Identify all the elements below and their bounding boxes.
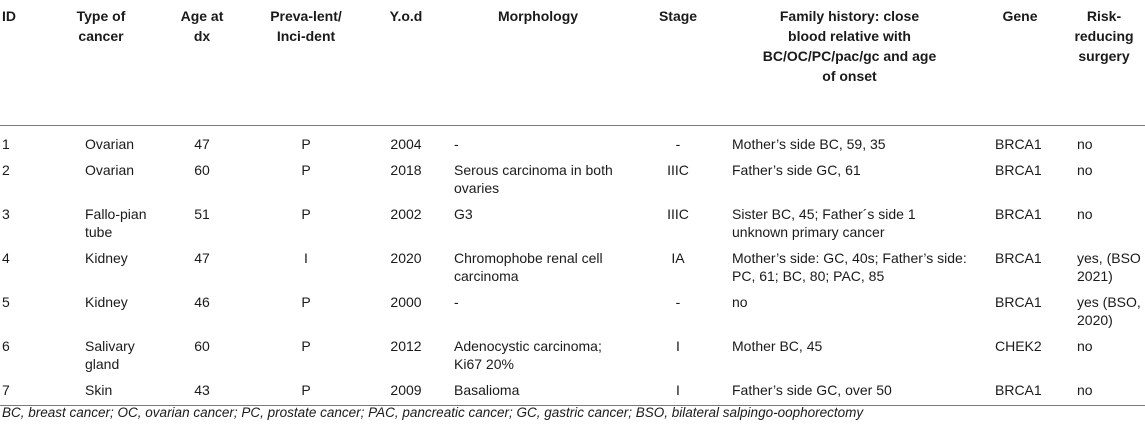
cell-type: Salivary gland — [85, 337, 135, 372]
cell-type: Ovarian — [85, 135, 135, 152]
cell-age: 60 — [194, 161, 210, 178]
header-surgery: Risk-reducing surgery — [1063, 0, 1145, 125]
table-row — [0, 153, 1145, 197]
cell-gene: BRCA1 — [995, 135, 1042, 152]
header-yod: Y.o.d — [370, 0, 442, 125]
table-row — [0, 285, 1145, 329]
header-prevalent: Preva-lent/ Inci-dent — [242, 0, 370, 125]
cell-surgery: no — [1077, 205, 1093, 222]
cell-type: Kidney — [85, 249, 128, 266]
table-header — [0, 0, 1145, 125]
cell-morphology: - — [454, 293, 459, 310]
cell-type: Fallo-pian tube — [85, 205, 147, 240]
cell-stage: IA — [671, 249, 685, 266]
cell-surgery: no — [1077, 135, 1093, 152]
cell-gene: BRCA1 — [995, 293, 1042, 310]
cell-family-history: Father’s side GC, 61 — [732, 161, 861, 178]
cell-morphology: Chromophobe renal cell carcinoma — [454, 249, 603, 284]
cell-stage: I — [676, 337, 680, 354]
cell-surgery: no — [1063, 373, 1145, 406]
header-id: ID — [0, 0, 40, 125]
cell-family-history: Mother’s side: GC, 40s; Father’s side: PC, 61; BC, 80; PAC, 85 — [732, 249, 967, 284]
cell-family-history: no — [732, 293, 748, 310]
table-row — [0, 329, 1145, 373]
cell-gene: BRCA1 — [995, 249, 1042, 266]
cell-family-history: Father’s side GC, over 50 — [722, 373, 977, 406]
cell-age: 47 — [194, 135, 210, 152]
cell-prevalent: P — [301, 135, 311, 152]
table-row — [0, 241, 1145, 285]
cell-age: 51 — [194, 205, 210, 222]
cell-morphology: Basalioma — [442, 373, 634, 406]
cell-prevalent: P — [301, 293, 311, 310]
cell-yod: 2009 — [370, 373, 442, 406]
header-family-history: Family history: close blood relative with BC/OC/PC/pac/gc and age of onset — [722, 0, 977, 125]
cell-age: 43 — [162, 373, 242, 406]
table-body — [0, 125, 1145, 405]
cell-stage: IIIC — [667, 205, 689, 222]
cell-stage: IIIC — [667, 161, 689, 178]
table-row — [0, 197, 1145, 241]
cell-stage: - — [675, 135, 681, 152]
cell-type: Skin — [40, 373, 162, 406]
cell-morphology: - — [454, 135, 459, 152]
cell-gene: BRCA1 — [995, 161, 1042, 178]
cell-type: Kidney — [85, 293, 128, 310]
cell-stage: I — [634, 373, 722, 406]
table-row — [0, 125, 1145, 153]
cell-yod: 2020 — [390, 249, 422, 266]
cell-morphology: G3 — [454, 205, 473, 222]
cell-prevalent: P — [301, 337, 311, 354]
cell-surgery: yes (BSO, 2020) — [1077, 293, 1141, 328]
cell-prevalent: P — [301, 161, 311, 178]
cell-morphology: Adenocystic carcinoma; Ki67 20% — [454, 337, 602, 372]
cell-yod: 2002 — [390, 205, 422, 222]
cell-family-history: Mother BC, 45 — [732, 337, 823, 354]
cell-yod: 2012 — [390, 337, 422, 354]
cell-yod: 2000 — [390, 293, 422, 310]
table-footnote: BC, breast cancer; OC, ovarian cancer; PC, prostate cancer; PAC, pancreatic cancer; GC, gastric cancer; BSO, bilateral salpingo-oophorectomy — [2, 405, 864, 420]
header-morphology: Morphology — [442, 0, 634, 125]
cell-prevalent: P — [301, 205, 311, 222]
header-gene: Gene — [977, 0, 1063, 125]
cell-family-history: Sister BC, 45; Father´s side 1 unknown primary cancer — [732, 205, 916, 240]
cell-id: 5 — [2, 293, 10, 310]
header-age: Age at dx — [162, 0, 242, 125]
cell-age: 60 — [194, 337, 210, 354]
cell-yod: 2004 — [390, 135, 422, 152]
cell-type: Ovarian — [85, 161, 135, 178]
cell-stage: - — [675, 293, 681, 310]
cell-prevalent: P — [242, 373, 370, 406]
header-stage: Stage — [634, 0, 722, 125]
cell-age: 47 — [194, 249, 210, 266]
cell-morphology: Serous carcinoma in both ovaries — [454, 161, 613, 196]
cell-family-history: Mother’s side BC, 59, 35 — [732, 135, 886, 152]
cell-id: 4 — [2, 249, 10, 266]
cell-gene: BRCA1 — [977, 373, 1063, 406]
cell-surgery: no — [1077, 161, 1093, 178]
table-row — [0, 373, 1145, 406]
cell-gene: CHEK2 — [995, 337, 1042, 354]
cell-id: 1 — [2, 135, 10, 152]
cell-surgery: yes, (BSO 2021) — [1077, 249, 1141, 284]
cell-id: 7 — [0, 373, 40, 406]
cell-id: 2 — [2, 161, 10, 178]
cell-id: 3 — [2, 205, 10, 222]
cell-prevalent: I — [304, 249, 308, 266]
header-type: Type of cancer — [40, 0, 162, 125]
cell-yod: 2018 — [390, 161, 422, 178]
cell-surgery: no — [1077, 337, 1093, 354]
cell-age: 46 — [194, 293, 210, 310]
cell-id: 6 — [2, 337, 10, 354]
cell-gene: BRCA1 — [995, 205, 1042, 222]
